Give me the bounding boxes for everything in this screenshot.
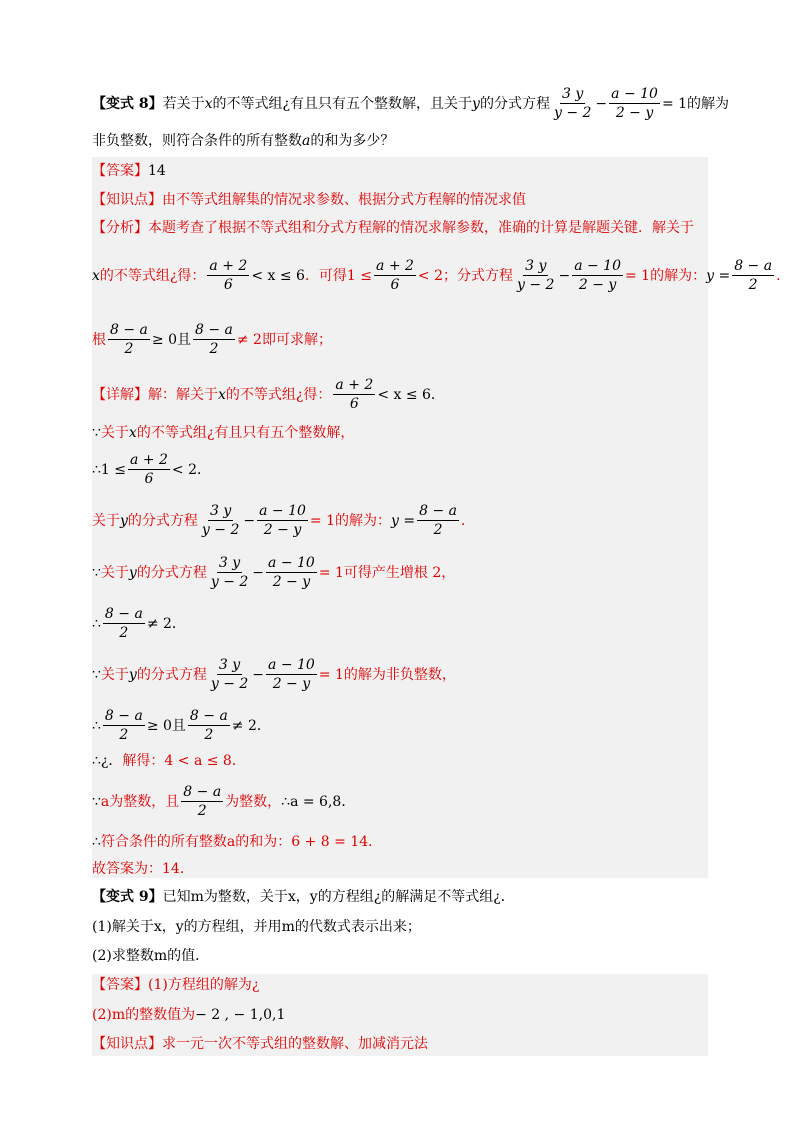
text: 为整数， bbox=[225, 793, 282, 810]
answer-label: 【答案】 bbox=[92, 163, 148, 179]
num: 8 − a bbox=[732, 258, 774, 276]
num: 8 − a bbox=[103, 708, 145, 726]
num: a − 10 bbox=[266, 657, 317, 675]
text: 解得：4 < a ≤ 8． bbox=[122, 753, 246, 769]
v9-question-line2 bbox=[92, 918, 421, 936]
den: y − 2 bbox=[201, 522, 240, 539]
fraction-a2-6 bbox=[333, 377, 375, 412]
den: 2 − y bbox=[263, 522, 302, 539]
answer-label: 【答案】 bbox=[92, 977, 148, 993]
num: a − 10 bbox=[257, 503, 308, 521]
fraction-a10 bbox=[609, 86, 660, 121]
knowledge-label: 【知识点】 bbox=[92, 1036, 162, 1052]
v8-analysis-line2 bbox=[92, 258, 790, 293]
num: a − 10 bbox=[572, 258, 623, 276]
den: y − 2 bbox=[210, 574, 249, 591]
text: ∵ bbox=[92, 564, 101, 581]
v8-detail-10 bbox=[92, 784, 355, 819]
text: 已知m为整数，关于x，y的方程组¿的解满足不等式组¿． bbox=[162, 889, 515, 905]
num: 8 − a bbox=[103, 606, 145, 624]
text: 的分式方程 bbox=[136, 666, 207, 683]
v8-detail-3 bbox=[92, 452, 211, 487]
den: 2 bbox=[433, 522, 443, 539]
text: ≠ 2即可求解； bbox=[236, 331, 332, 348]
fraction-a10 bbox=[572, 258, 623, 293]
v8-knowledge bbox=[92, 191, 526, 209]
var-x: x bbox=[204, 95, 213, 112]
v9-label: 【变式 9】 bbox=[92, 889, 163, 905]
fraction-a2-6 bbox=[207, 258, 249, 293]
text: 根 bbox=[92, 331, 106, 348]
fraction-8a-2 bbox=[188, 708, 230, 743]
text: 的不等式组¿得： bbox=[99, 267, 206, 284]
num: 8 − a bbox=[417, 503, 459, 521]
var-y: y bbox=[128, 564, 137, 581]
text: (2)m的整数值为 bbox=[92, 1007, 196, 1023]
text: = 1的解为： bbox=[625, 267, 707, 284]
text: y = bbox=[391, 512, 416, 529]
text: 若关于 bbox=[162, 95, 205, 112]
v9-answer-2 bbox=[92, 1006, 285, 1024]
den: 2 − y bbox=[578, 277, 617, 294]
text: (1)方程组的解为¿ bbox=[148, 977, 260, 993]
den: y − 2 bbox=[553, 105, 592, 122]
v8-label: 【变式 8】 bbox=[92, 95, 163, 112]
var-y: y bbox=[472, 95, 480, 112]
den: 2 bbox=[119, 727, 129, 744]
den: 2 − y bbox=[615, 105, 654, 122]
den: 2 bbox=[119, 625, 129, 642]
den: 6 bbox=[390, 277, 400, 294]
fraction-3y bbox=[552, 86, 593, 121]
fraction-8a-2 bbox=[732, 258, 774, 293]
text: (1)解关于x，y的方程组，并用m的代数式表示出来； bbox=[92, 919, 421, 935]
minus: − bbox=[252, 564, 265, 581]
text: < x ≤ 6． bbox=[377, 386, 445, 403]
text: ． bbox=[776, 267, 791, 284]
v9-question-line1 bbox=[92, 888, 515, 906]
fraction-a10 bbox=[266, 555, 317, 590]
num: a + 2 bbox=[128, 452, 170, 470]
text: 关于 bbox=[100, 666, 129, 683]
knowledge-text: 由不等式组解集的情况求参数、根据分式方程解的情况求值 bbox=[162, 192, 526, 208]
v9-answer-1 bbox=[92, 976, 259, 994]
text: = 1可得产生增根 2， bbox=[318, 564, 456, 581]
fraction-8a-2 bbox=[181, 784, 223, 819]
text: ∴ bbox=[92, 717, 101, 734]
fraction-a2-6 bbox=[128, 452, 170, 487]
den: 2 bbox=[748, 277, 758, 294]
var-x: x bbox=[218, 386, 226, 403]
analysis-label: 【分析】 bbox=[92, 220, 148, 236]
text: 的不等式组¿有且只有五个整数解，且关于 bbox=[212, 95, 473, 112]
v8-detail-5 bbox=[92, 555, 455, 590]
fraction-8a-2 bbox=[103, 606, 145, 641]
var-y: y bbox=[128, 666, 137, 683]
den: y − 2 bbox=[210, 676, 249, 693]
text: 故答案为：14． bbox=[92, 861, 194, 877]
num: 3 y bbox=[208, 503, 233, 521]
minus: − bbox=[558, 267, 571, 284]
fraction-8a-2 bbox=[417, 503, 459, 538]
text: 关于 bbox=[100, 425, 129, 441]
num: 3 y bbox=[217, 555, 242, 573]
fraction-a10 bbox=[257, 503, 308, 538]
fraction-a10 bbox=[266, 657, 317, 692]
num: 3 y bbox=[217, 657, 242, 675]
v8-detail-8 bbox=[92, 708, 271, 743]
v8-detail-4 bbox=[92, 503, 475, 538]
text: − 2 , − 1,0,1 bbox=[195, 1007, 286, 1023]
var-y: y bbox=[120, 512, 128, 529]
var-x: x bbox=[128, 425, 137, 441]
num: 8 − a bbox=[108, 322, 150, 340]
v8-answer bbox=[92, 162, 166, 180]
minus: − bbox=[243, 512, 256, 529]
v8-detail-1 bbox=[92, 377, 445, 412]
v8-detail-2 bbox=[92, 424, 354, 442]
text: ∴1 ≤ bbox=[92, 461, 126, 478]
detail-label: 【详解】 bbox=[92, 386, 148, 403]
text: ∴ bbox=[92, 615, 101, 632]
text: < 2；分式方程 bbox=[417, 267, 514, 284]
den: 2 − y bbox=[272, 574, 311, 591]
text: ∴a = 6,8． bbox=[281, 793, 356, 810]
text: ∵ bbox=[92, 666, 101, 683]
v8-analysis-line1 bbox=[92, 219, 694, 237]
text: 的不等式组¿有且只有五个整数解， bbox=[136, 425, 355, 441]
num: a − 10 bbox=[266, 555, 317, 573]
den: 2 − y bbox=[272, 676, 311, 693]
v9-question-line3 bbox=[92, 947, 209, 965]
text: 符合条件的所有整数a的和为：6 + 8 = 14． bbox=[100, 834, 383, 850]
answer-value: 14 bbox=[148, 163, 166, 179]
fraction-8a-2 bbox=[108, 322, 150, 357]
den: 2 bbox=[197, 803, 207, 820]
knowledge-label: 【知识点】 bbox=[92, 192, 162, 208]
text: ∵ bbox=[92, 425, 101, 441]
text: (2)求整数m的值． bbox=[92, 948, 210, 964]
v8-question-line2 bbox=[92, 132, 394, 150]
v8-detail-9 bbox=[92, 752, 246, 770]
text: 关于 bbox=[100, 564, 129, 581]
text: ． bbox=[460, 512, 475, 529]
den: 6 bbox=[144, 471, 154, 488]
text: ≠ 2． bbox=[146, 615, 186, 632]
num: 8 − a bbox=[188, 708, 230, 726]
text: 的和为多少？ bbox=[310, 133, 395, 149]
text: < x ≤ 6 bbox=[251, 267, 305, 284]
v8-detail-12 bbox=[92, 860, 194, 878]
v8-detail-6 bbox=[92, 606, 186, 641]
num: 3 y bbox=[560, 86, 585, 104]
text: 解：解关于 bbox=[148, 386, 218, 403]
den: 6 bbox=[349, 396, 359, 413]
minus: − bbox=[252, 666, 265, 683]
num: a + 2 bbox=[207, 258, 249, 276]
knowledge-text: 求一元一次不等式组的整数解、加减消元法 bbox=[162, 1036, 428, 1052]
text: 的分式方程 bbox=[479, 95, 550, 112]
den: y − 2 bbox=[517, 277, 555, 294]
den: 2 bbox=[209, 341, 219, 358]
text: 的分式方程 bbox=[136, 564, 207, 581]
analysis-text: 本题考查了根据不等式组和分式方程解的情况求解参数，准确的计算是解题关键．解关于 bbox=[148, 220, 694, 236]
text: ≥ 0且 bbox=[151, 331, 191, 348]
minus: − bbox=[595, 95, 608, 112]
text: ∴ bbox=[92, 834, 101, 850]
num: 3 y bbox=[523, 258, 548, 276]
num: a + 2 bbox=[374, 258, 416, 276]
text: = 1的解为非负整数， bbox=[318, 666, 456, 683]
text: < 2． bbox=[171, 461, 211, 478]
fraction-3y bbox=[209, 657, 250, 692]
text: = 1的解为 bbox=[661, 95, 730, 112]
text: ∵ bbox=[92, 793, 101, 810]
text: 的不等式组¿得： bbox=[225, 386, 332, 403]
text: ∴¿． bbox=[92, 753, 123, 769]
text: ≠ 2． bbox=[231, 717, 271, 734]
var-a: a bbox=[302, 133, 311, 149]
num: a − 10 bbox=[609, 86, 660, 104]
text: ≥ 0且 bbox=[146, 717, 186, 734]
text: 关于 bbox=[92, 512, 120, 529]
fraction-3y bbox=[209, 555, 250, 590]
v8-question-line1 bbox=[92, 86, 729, 121]
fraction-8a-2 bbox=[193, 322, 235, 357]
text: y = bbox=[706, 267, 731, 284]
text: a为整数，且 bbox=[100, 793, 180, 810]
num: 8 − a bbox=[181, 784, 223, 802]
fraction-8a-2 bbox=[103, 708, 145, 743]
fraction-a2-6 bbox=[374, 258, 416, 293]
den: 2 bbox=[204, 727, 214, 744]
text: 的分式方程 bbox=[127, 512, 198, 529]
text: = 1的解为： bbox=[309, 512, 391, 529]
num: a + 2 bbox=[333, 377, 375, 395]
fraction-3y bbox=[515, 258, 556, 293]
fraction-3y bbox=[200, 503, 241, 538]
den: 6 bbox=[223, 277, 233, 294]
num: 8 − a bbox=[193, 322, 235, 340]
text: 非负整数，则符合条件的所有整数 bbox=[92, 133, 302, 149]
v9-knowledge bbox=[92, 1035, 428, 1053]
v8-detail-7 bbox=[92, 657, 456, 692]
text: ．可得1 ≤ bbox=[304, 267, 373, 284]
v8-detail-11 bbox=[92, 833, 382, 851]
den: 2 bbox=[124, 341, 134, 358]
v8-analysis-line3 bbox=[92, 322, 332, 357]
var-x: x bbox=[92, 267, 100, 284]
